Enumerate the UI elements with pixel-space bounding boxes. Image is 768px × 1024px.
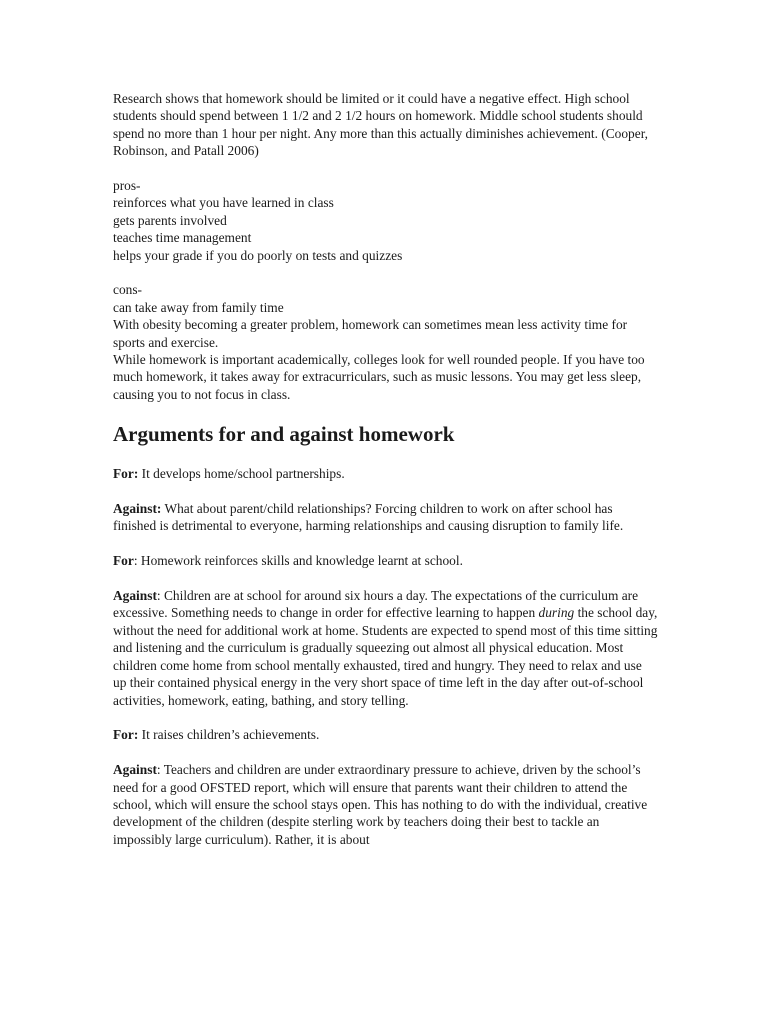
- cons-item: While homework is important academically, colleges look for well rounded people. If you have too much homework, it takes away for extracurriculars, such as music lessons. You may get less sleep, causing you to not focus in class.: [113, 352, 645, 402]
- argument-text: : Teachers and children are under extraordinary pressure to achieve, driven by the school’s need for a good OFSTED report, which will ensure that parents want their children to attend the school, which will ensure the school stays open. This has nothing to do with the individual, creative development of the children (despite sterling work by teachers doing their best to tackle an impossibly large curriculum). Rather, it is about: [113, 762, 648, 847]
- argument-for: [113, 465, 658, 482]
- pros-list: [113, 177, 658, 264]
- pros-label: pros-: [113, 178, 141, 194]
- cons-list: [113, 281, 658, 403]
- argument-label: Against: [113, 588, 157, 604]
- argument-text: It raises children’s achievements.: [138, 727, 320, 743]
- argument-text: the school day, without the need for additional work at home. Students are expected to spend most of this time sitting and listening and the curriculum is gradually squeezing out almost all physical education. Most children come home from school mentally exhausted, tired and hungry. They need to relax and use up their contained physical energy in the very short space of time left in the day after out-of-school activities, homework, eating, bathing, and story telling.: [113, 605, 658, 708]
- argument-label: For:: [113, 727, 139, 743]
- cons-label: cons-: [113, 282, 143, 298]
- argument-text: It develops home/school partnerships.: [138, 466, 345, 482]
- pros-item: teaches time management: [113, 230, 252, 246]
- pros-item: reinforces what you have learned in class: [113, 195, 334, 211]
- argument-against: [113, 587, 658, 709]
- argument-label: Against: [113, 762, 157, 778]
- argument-label: Against:: [113, 501, 162, 517]
- pros-item: gets parents involved: [113, 212, 227, 228]
- cons-item: With obesity becoming a greater problem, homework can sometimes mean less activity time for sports and exercise.: [113, 317, 628, 350]
- section-heading: Arguments for and against homework: [113, 422, 455, 447]
- pros-item: helps your grade if you do poorly on tests and quizzes: [113, 247, 403, 263]
- cons-item: can take away from family time: [113, 299, 284, 315]
- argument-against: [113, 761, 658, 848]
- argument-against: [113, 500, 658, 535]
- argument-label: For: [113, 553, 134, 569]
- argument-text: : Homework reinforces skills and knowledge learnt at school.: [133, 553, 463, 569]
- argument-for: [113, 726, 658, 743]
- argument-for: [113, 552, 658, 569]
- intro-paragraph: Research shows that homework should be limited or it could have a negative effect. High school students should spend between 1 1/2 and 2 1/2 hours on homework. Middle school students should spend no more than 1 hour per night. Any more than this actually diminishes achievement. (Cooper, Robinson, and Patall 2006): [113, 91, 648, 159]
- argument-text: : Children are at school for around six hours a day. The expectations of the curriculum are excessive. Something needs to change in order for effective learning to happen: [113, 588, 639, 621]
- emphasis-text: during: [538, 605, 575, 621]
- argument-label: For:: [113, 466, 139, 482]
- argument-text: What about parent/child relationships? Forcing children to work on after school has finished is detrimental to everyone, harming relationships and causing disruption to family life.: [113, 501, 624, 534]
- document-page: [113, 90, 658, 866]
